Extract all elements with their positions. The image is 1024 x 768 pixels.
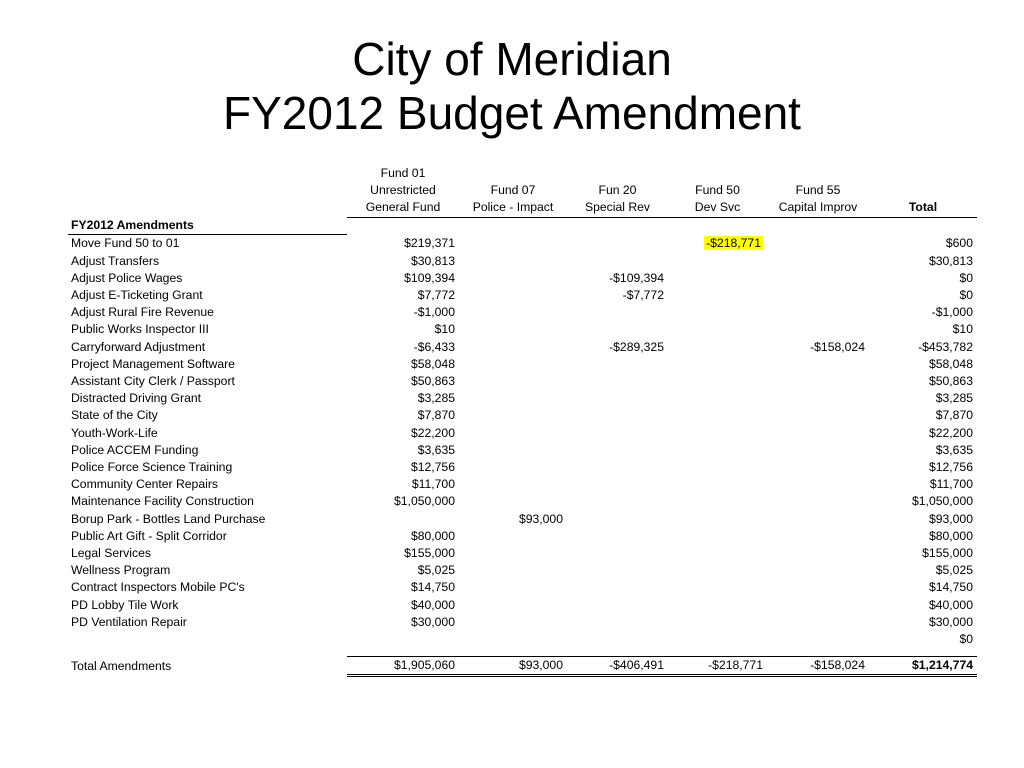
cell-fund-50 (668, 407, 767, 424)
table-row (68, 304, 977, 321)
section-empty-cell (347, 217, 459, 235)
cell-total: $10 (952, 322, 973, 337)
cell-fund-07 (459, 425, 567, 442)
cell-fund-01: $109,394 (404, 270, 455, 285)
section-empty-cell (459, 217, 567, 235)
cell-fund-55 (767, 287, 869, 304)
cell-fund-55 (767, 321, 869, 338)
header-fund-20 (567, 165, 668, 182)
cell-fund-07 (459, 235, 567, 253)
cell-label: Assistant City Clerk / Passport (71, 373, 235, 388)
cell-fund-07 (459, 287, 567, 304)
table-row (68, 545, 977, 562)
table-row (68, 562, 977, 579)
cell-fund-50 (668, 287, 767, 304)
table-row (68, 373, 977, 390)
section-empty-cell (668, 217, 767, 235)
cell-fund-01: $5,025 (417, 563, 455, 578)
cell-fund-20 (567, 235, 668, 253)
cell-total: $80,000 (928, 528, 973, 543)
cell-fund-20 (567, 528, 668, 545)
section-empty-cell (567, 217, 668, 235)
header-row (68, 165, 977, 182)
cell-fund-07 (459, 579, 567, 596)
cell-fund-20 (567, 476, 668, 493)
cell-fund-50 (668, 493, 767, 510)
cell-fund-01: $14,750 (410, 580, 455, 595)
section-label: FY2012 Amendments (68, 217, 347, 235)
table-row (68, 614, 977, 631)
cell-fund-55 (767, 614, 869, 631)
cell-fund-07: $93,000 (518, 511, 563, 526)
cell-fund-01 (347, 511, 459, 528)
cell-fund-07 (459, 321, 567, 338)
cell-fund-20 (567, 425, 668, 442)
cell-fund-20 (567, 253, 668, 270)
table-row (68, 425, 977, 442)
total-fund-01: $1,905,060 (347, 657, 459, 676)
table-row (68, 390, 977, 407)
cell-label: Adjust Transfers (71, 253, 160, 268)
cell-fund-07 (459, 356, 567, 373)
highlighted-value: -$218,771 (706, 236, 761, 251)
cell-fund-55 (767, 493, 869, 510)
table-row (68, 270, 977, 287)
cell-fund-50 (668, 597, 767, 614)
cell-fund-01: $80,000 (410, 528, 455, 543)
table-row (68, 476, 977, 493)
cell-fund-01: $3,285 (417, 391, 455, 406)
total-total: $1,214,774 (869, 657, 977, 676)
cell-label: Carryforward Adjustment (71, 339, 206, 354)
header-row (68, 182, 977, 199)
cell-fund-55 (767, 511, 869, 528)
cell-label: Contract Inspectors Mobile PC's (71, 580, 245, 595)
cell-fund-55 (767, 270, 869, 287)
cell-fund-20 (567, 407, 668, 424)
total-fund-07: $93,000 (459, 657, 567, 676)
cell-fund-01: $30,813 (410, 253, 455, 268)
cell-fund-07 (459, 442, 567, 459)
cell-fund-55 (767, 356, 869, 373)
cell-total: $14,750 (928, 580, 973, 595)
cell-fund-07 (459, 407, 567, 424)
table-row (68, 442, 977, 459)
cell-fund-20 (567, 562, 668, 579)
cell-fund-01: $11,700 (411, 477, 455, 492)
header-label (68, 199, 347, 217)
total-fund-55: -$158,024 (767, 657, 869, 676)
cell-fund-50 (668, 476, 767, 493)
cell-total: $12,756 (928, 459, 973, 474)
cell-fund-20 (567, 459, 668, 476)
cell-fund-20 (567, 304, 668, 321)
cell-fund-55 (767, 235, 869, 253)
cell-label: Police ACCEM Funding (71, 442, 199, 457)
cell-total: $600 (945, 236, 973, 251)
cell-fund-20 (567, 545, 668, 562)
cell-fund-55 (767, 476, 869, 493)
page-title (0, 32, 1024, 140)
cell-fund-55 (767, 545, 869, 562)
section-empty-cell (767, 217, 869, 235)
cell-label: State of the City (71, 408, 158, 423)
table-row (68, 287, 977, 304)
cell-label: Public Art Gift - Split Corridor (71, 528, 227, 543)
cell-total: $30,813 (928, 253, 973, 268)
header-total (869, 182, 977, 199)
cell-label: Distracted Driving Grant (71, 391, 202, 406)
cell-fund-55 (767, 253, 869, 270)
cell-total: $30,000 (928, 614, 973, 629)
total-label: Total Amendments (71, 658, 172, 673)
cell-total: $0 (959, 270, 973, 285)
cell-label: Adjust Police Wages (71, 270, 183, 285)
cell-total: -$453,782 (918, 339, 973, 354)
header-total (869, 165, 977, 182)
cell-label: Police Force Science Training (71, 459, 233, 474)
cell-fund-07 (459, 545, 567, 562)
cell-fund-55 (767, 597, 869, 614)
cell-fund-55 (767, 390, 869, 407)
header-fund-20: Special Rev (567, 199, 668, 217)
cell-total: $155,000 (922, 545, 973, 560)
cell-fund-55 (767, 562, 869, 579)
cell-fund-01: $155,000 (404, 545, 455, 560)
table-row (68, 253, 977, 270)
cell-fund-55 (767, 459, 869, 476)
cell-fund-01: $3,635 (417, 442, 455, 457)
table-row (68, 321, 977, 338)
cell-total: $5,025 (935, 563, 973, 578)
cell-total: $40,000 (928, 597, 973, 612)
header-fund-07 (459, 165, 567, 182)
header-fund-50: Fund 50 (695, 183, 740, 198)
total-fund-20: -$406,491 (567, 657, 668, 676)
cell-fund-01 (347, 631, 459, 648)
cell-fund-01: -$6,433 (413, 339, 455, 354)
table-row (68, 579, 977, 596)
cell-fund-20 (567, 390, 668, 407)
cell-fund-50 (668, 545, 767, 562)
cell-label: Project Management Software (71, 356, 235, 371)
cell-fund-01: $22,200 (410, 425, 455, 440)
section-empty-cell (869, 217, 977, 235)
cell-fund-01: $30,000 (410, 614, 455, 629)
cell-fund-50 (668, 579, 767, 596)
cell-label: Community Center Repairs (71, 477, 218, 492)
header-fund-55 (767, 165, 869, 182)
cell-fund-01: $7,772 (417, 287, 455, 302)
spacer-row (68, 648, 977, 657)
header-fund-50 (668, 165, 767, 182)
table-row (68, 493, 977, 510)
cell-label: PD Lobby Tile Work (71, 597, 179, 612)
cell-total: $1,050,000 (912, 494, 973, 509)
totals-row (68, 657, 977, 676)
table-row (68, 339, 977, 356)
cell-fund-01: $219,371 (404, 236, 455, 251)
cell-fund-55: -$158,024 (810, 339, 865, 354)
cell-fund-20: -$109,394 (609, 270, 664, 285)
cell-fund-01: $1,050,000 (394, 494, 455, 509)
header-fund-07: Police - Impact (459, 199, 567, 217)
cell-total: $93,000 (928, 511, 973, 526)
title-line-1: City of Meridian (352, 33, 672, 85)
cell-fund-50 (668, 373, 767, 390)
table-row (68, 235, 977, 253)
cell-fund-07 (459, 528, 567, 545)
cell-fund-07 (459, 614, 567, 631)
cell-fund-50 (668, 390, 767, 407)
cell-label: Public Works Inspector III (71, 322, 209, 337)
cell-fund-01: -$1,000 (413, 305, 455, 320)
cell-total: $11,700 (929, 477, 973, 492)
table-row (68, 597, 977, 614)
cell-label: Move Fund 50 to 01 (71, 236, 180, 251)
cell-fund-01: $58,048 (410, 356, 455, 371)
header-row (68, 199, 977, 217)
budget-amendment-table (68, 165, 977, 677)
cell-fund-50 (668, 253, 767, 270)
header-fund-07: Fund 07 (490, 183, 536, 198)
cell-fund-07 (459, 597, 567, 614)
cell-fund-50 (668, 562, 767, 579)
spacer-cell (68, 648, 977, 657)
cell-fund-07 (459, 631, 567, 648)
header-label (68, 182, 347, 199)
cell-fund-55 (767, 373, 869, 390)
cell-label: Adjust E-Ticketing Grant (71, 287, 203, 302)
cell-fund-01: $10 (434, 322, 455, 337)
header-fund-55: Capital Improv (767, 199, 869, 217)
cell-fund-07 (459, 390, 567, 407)
header-fund-20: Fun 20 (598, 183, 637, 198)
cell-label: PD Ventilation Repair (71, 614, 187, 629)
cell-fund-07 (459, 373, 567, 390)
cell-label: Youth-Work-Life (71, 425, 158, 440)
cell-fund-20 (567, 631, 668, 648)
cell-fund-55 (767, 442, 869, 459)
cell-label (68, 631, 347, 648)
table-row (68, 528, 977, 545)
cell-fund-07 (459, 253, 567, 270)
cell-fund-07 (459, 459, 567, 476)
header-fund-01: Unrestricted (370, 183, 436, 198)
cell-fund-50 (668, 459, 767, 476)
cell-fund-01: $7,870 (417, 408, 455, 423)
table-row (68, 356, 977, 373)
cell-fund-01: $40,000 (410, 597, 455, 612)
cell-total: $3,635 (935, 442, 973, 457)
cell-fund-50 (668, 511, 767, 528)
cell-fund-50 (668, 631, 767, 648)
cell-fund-07 (459, 304, 567, 321)
cell-total: $3,285 (935, 391, 973, 406)
cell-fund-50 (668, 614, 767, 631)
cell-label: Wellness Program (71, 563, 171, 578)
cell-fund-50 (668, 304, 767, 321)
cell-fund-55 (767, 631, 869, 648)
header-fund-01: Fund 01 (380, 166, 426, 180)
table-body (68, 165, 977, 676)
cell-fund-20 (567, 321, 668, 338)
header-fund-55: Fund 55 (795, 183, 841, 198)
cell-total: $50,863 (928, 373, 973, 388)
cell-fund-20: -$289,325 (609, 339, 664, 354)
header-fund-50: Dev Svc (668, 199, 767, 217)
cell-fund-50 (668, 425, 767, 442)
cell-fund-50 (668, 356, 767, 373)
cell-fund-01: $12,756 (410, 459, 455, 474)
table-row (68, 511, 977, 528)
cell-fund-55 (767, 579, 869, 596)
cell-fund-20 (567, 511, 668, 528)
total-fund-50: -$218,771 (668, 657, 767, 676)
cell-label: Maintenance Facility Construction (71, 494, 254, 509)
title-line-2: FY2012 Budget Amendment (223, 87, 801, 139)
cell-fund-55 (767, 425, 869, 442)
cell-fund-20: -$7,772 (622, 287, 664, 302)
cell-total: $0 (959, 287, 973, 302)
cell-fund-07 (459, 339, 567, 356)
cell-fund-55 (767, 304, 869, 321)
section-row (68, 217, 977, 235)
header-fund-01: General Fund (347, 199, 459, 217)
header-total: Total (869, 199, 977, 217)
cell-fund-07 (459, 562, 567, 579)
cell-fund-50 (668, 442, 767, 459)
cell-label: Adjust Rural Fire Revenue (71, 305, 214, 320)
cell-total: $22,200 (928, 425, 973, 440)
table-row (68, 407, 977, 424)
cell-total: -$1,000 (931, 305, 973, 320)
cell-fund-07 (459, 476, 567, 493)
cell-fund-20 (567, 442, 668, 459)
cell-label: Legal Services (71, 545, 151, 560)
cell-fund-50 (668, 235, 767, 253)
cell-fund-20 (567, 356, 668, 373)
cell-total: $0 (959, 631, 973, 646)
cell-fund-20 (567, 614, 668, 631)
cell-fund-20 (567, 579, 668, 596)
cell-fund-20 (567, 597, 668, 614)
table-row (68, 631, 977, 648)
cell-fund-20 (567, 493, 668, 510)
header-label (68, 165, 347, 182)
cell-total: $7,870 (935, 408, 973, 423)
cell-fund-50 (668, 270, 767, 287)
cell-fund-07 (459, 270, 567, 287)
cell-fund-01: $50,863 (410, 373, 455, 388)
table-row (68, 459, 977, 476)
cell-fund-50 (668, 528, 767, 545)
cell-fund-20 (567, 373, 668, 390)
cell-fund-50 (668, 321, 767, 338)
cell-fund-55 (767, 407, 869, 424)
cell-fund-50 (668, 339, 767, 356)
cell-label: Borup Park - Bottles Land Purchase (71, 511, 266, 526)
cell-fund-07 (459, 493, 567, 510)
cell-total: $58,048 (928, 356, 973, 371)
cell-fund-55 (767, 528, 869, 545)
